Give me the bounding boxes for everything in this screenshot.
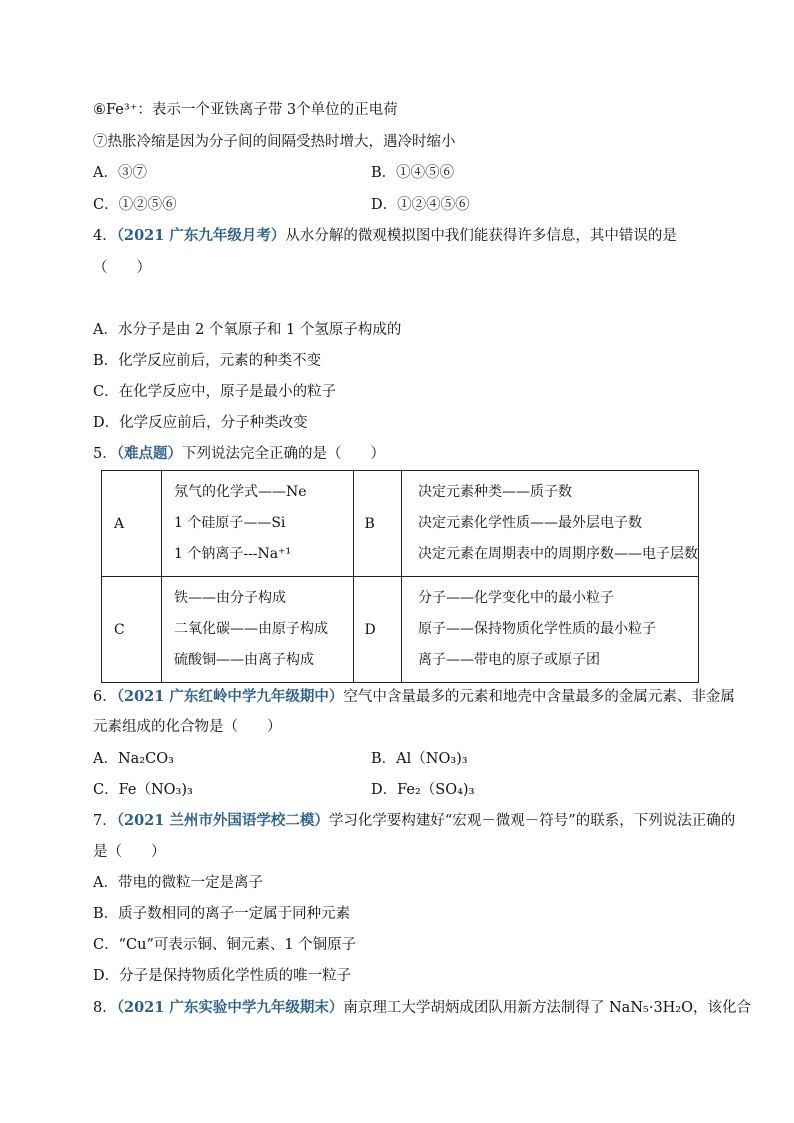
list-item: 1 个钠离子---Na⁺¹ xyxy=(173,546,292,562)
q5-number: 5． xyxy=(93,446,117,462)
list-item: 氖气的化学式——Ne xyxy=(173,484,307,500)
q6-number: 6． xyxy=(93,689,117,705)
q4-option-a: A．水分子是由 2 个氧原子和 1 个氢原子构成的 xyxy=(93,322,402,338)
q7-source: （2021 兰州市外国语学校二模） xyxy=(116,812,329,829)
table-cell-label-c: C xyxy=(102,577,162,683)
q6-source: （2021 广东红岭中学九年级期中） xyxy=(116,688,344,705)
q7-stem xyxy=(93,811,735,831)
q3-option-c: C．①②⑤⑥ xyxy=(93,197,177,213)
q7-stem-text: 学习化学要构建好“宏观－微观－符号”的联系，下列说法正确的 xyxy=(328,813,736,829)
q7-number: 7． xyxy=(93,813,117,829)
list-item: 二氧化碳——由原子构成 xyxy=(173,621,328,637)
table-row xyxy=(102,471,699,577)
list-item: 决定元素化学性质——最外层电子数 xyxy=(418,515,642,531)
q3-option-a: A．③⑦ xyxy=(93,165,147,181)
q4-option-d: D．化学反应前后，分子种类改变 xyxy=(93,415,308,431)
table-cell-items-d xyxy=(402,577,699,683)
q7-option-a: A．带电的微粒一定是离子 xyxy=(93,875,263,891)
q4-stem-text: 从水分解的微观模拟图中我们能获得许多信息，其中错误的是 xyxy=(285,228,677,244)
table-cell-label-d: D xyxy=(354,577,402,683)
list-item: 决定元素种类——质子数 xyxy=(418,484,572,500)
q4-answer-paren: （ ） xyxy=(93,260,151,276)
q4-source: （2021 广东九年级月考） xyxy=(116,227,286,244)
list-item: 硫酸铜——由离子构成 xyxy=(173,652,314,668)
list-item: 原子——保持物质化学性质的最小粒子 xyxy=(418,621,656,637)
q6-option-d: D．Fe₂（SO₄)₃ xyxy=(371,782,475,798)
q3-statement-6: ⑥Fe³⁺：表示一个亚铁离子带 3个单位的正电荷 xyxy=(93,102,398,118)
table-row xyxy=(102,577,699,683)
q6-option-b: B．Al（NO₃)₃ xyxy=(371,751,468,767)
q4-stem xyxy=(93,226,677,246)
q5-stem xyxy=(93,444,385,464)
table-cell-label-b: B xyxy=(354,471,402,577)
q3-statement-7: ⑦热胀冷缩是因为分子间的间隔受热时增大，遇冷时缩小 xyxy=(93,134,456,150)
q7-option-d: D．分子是保持物质化学性质的唯一粒子 xyxy=(93,968,352,984)
q5-stem-text: 下列说法完全正确的是（ ） xyxy=(181,446,385,462)
q8-number: 8． xyxy=(93,1000,117,1016)
q8-stem xyxy=(93,998,751,1018)
q7-option-c: C．“Cu”可表示铜、铜元素、1 个铜原子 xyxy=(93,937,357,953)
q6-option-c: C．Fe（NO₃)₃ xyxy=(93,782,193,798)
q5-source: （难点题） xyxy=(116,445,182,462)
table-cell-label-a: A xyxy=(102,471,162,577)
q4-option-b: B．化学反应前后，元素的种类不变 xyxy=(93,353,322,369)
q6-option-a: A．Na₂CO₃ xyxy=(93,751,174,767)
list-item: 铁——由分子构成 xyxy=(173,590,286,606)
q8-stem-text: 南京理工大学胡炳成团队用新方法制得了 NaN₅·3H₂O，该化合 xyxy=(343,1000,752,1016)
q7-stem-line2: 是（ ） xyxy=(93,844,166,860)
q6-stem-line2: 元素组成的化合物是（ ） xyxy=(93,719,282,735)
q3-option-d: D．①②④⑤⑥ xyxy=(371,197,470,213)
q4-number: 4． xyxy=(93,228,117,244)
q7-option-b: B．质子数相同的离子一定属于同种元素 xyxy=(93,906,351,922)
list-item: 分子——化学变化中的最小粒子 xyxy=(418,590,614,606)
q5-options-table xyxy=(101,470,699,683)
list-item: 离子——带电的原子或原子团 xyxy=(418,652,600,668)
list-item: 决定元素在周期表中的周期序数——电子层数 xyxy=(418,546,698,562)
q4-option-c: C．在化学反应中，原子是最小的粒子 xyxy=(93,384,337,400)
table-cell-items-a xyxy=(161,471,353,577)
list-item: 1 个硅原子——Si xyxy=(173,515,286,531)
q6-stem xyxy=(93,687,735,707)
q3-option-b: B．①④⑤⑥ xyxy=(371,165,455,181)
table-cell-items-b xyxy=(402,471,699,577)
table-cell-items-c xyxy=(161,577,353,683)
q6-stem-text: 空气中含量最多的元素和地壳中含量最多的金属元素、非金属 xyxy=(343,689,735,705)
q8-source: （2021 广东实验中学九年级期末） xyxy=(116,999,344,1016)
